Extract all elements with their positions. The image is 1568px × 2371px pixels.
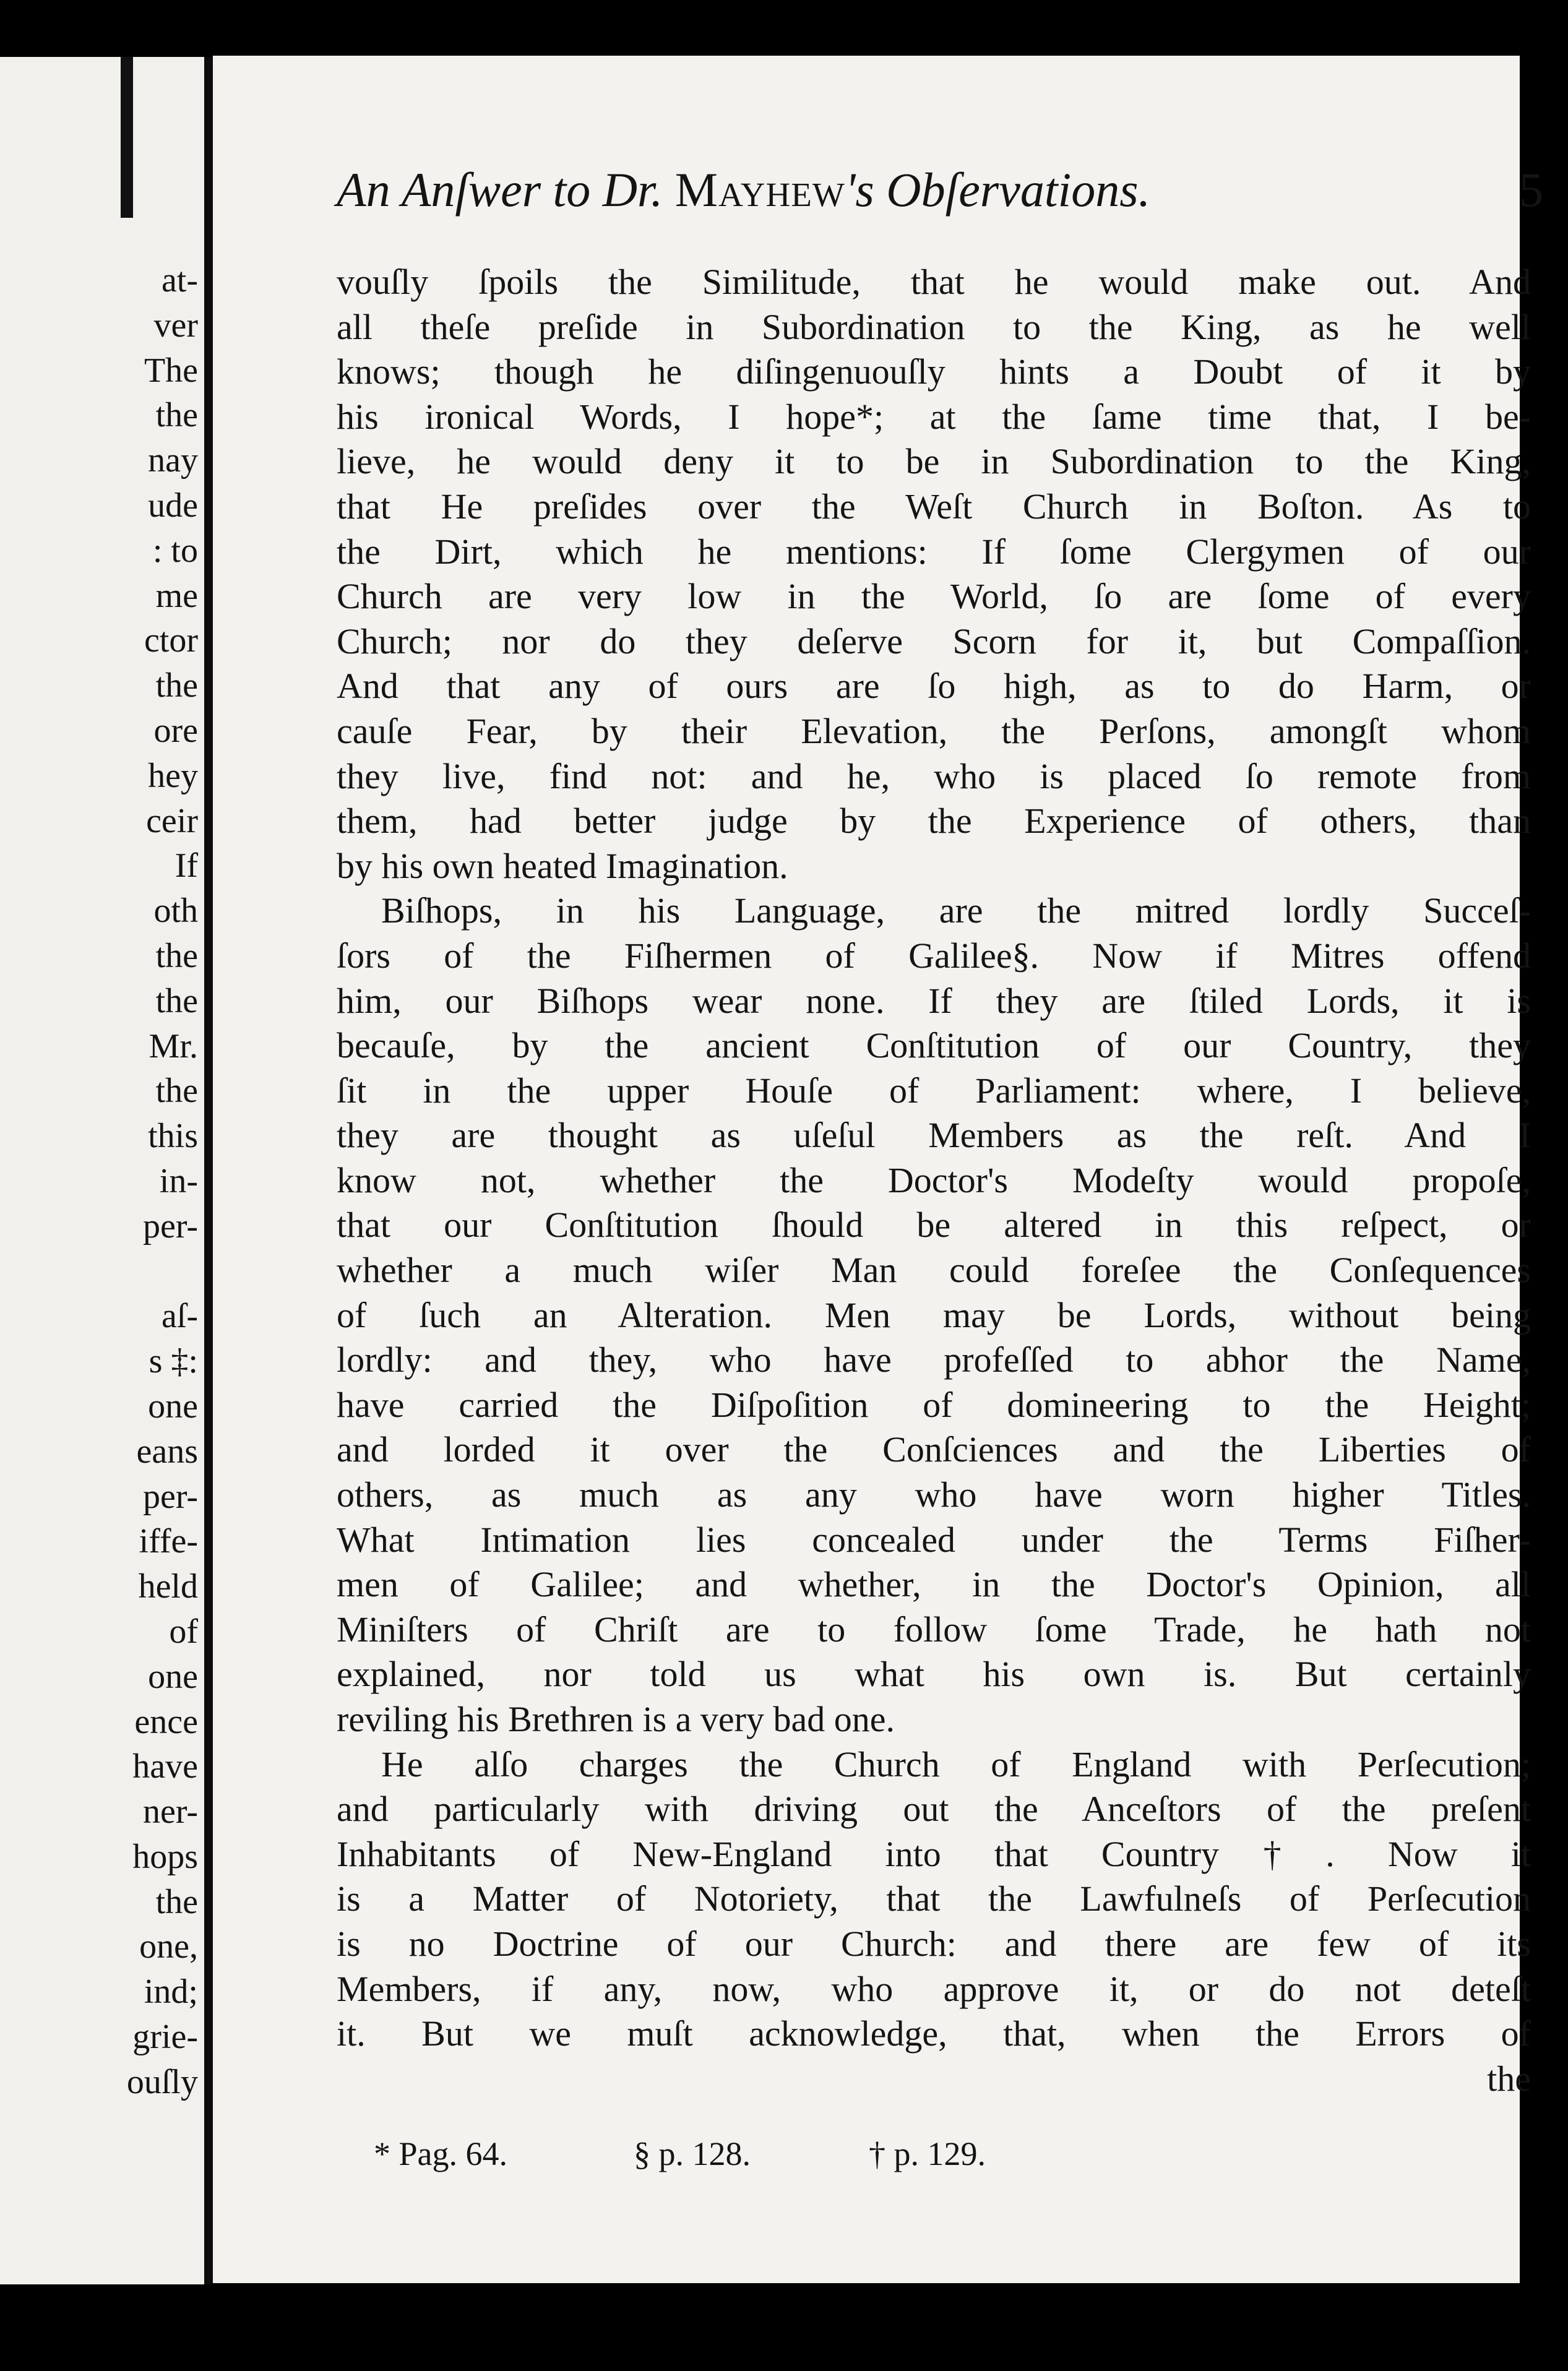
text-line: his ironical Words, I hope*; at the ſame time that, I be- [337, 396, 1531, 437]
left-fragment-line: held [138, 1567, 198, 1606]
text-line: cauſe Fear, by their Elevation, the Perſons, amongſt whom [337, 710, 1531, 751]
text-line: vouſly ſpoils the Similitude, that he would make out. And [337, 262, 1531, 302]
header-title-post: 's Obſervations. [845, 163, 1151, 217]
left-fragment-line: hops [132, 1837, 198, 1876]
right-page [213, 56, 1543, 2283]
text-line: them, had better judge by the Experience of others, than [337, 801, 1531, 841]
text-line: and lorded it over the Conſciences and the Liberties of [337, 1429, 1531, 1470]
text-line: becauſe, by the ancient Conſtitution of our Country, they [337, 1025, 1531, 1066]
text-line: men of Galilee; and whether, in the Doctor's Opinion, all [337, 1564, 1531, 1605]
running-header [337, 162, 1543, 230]
left-fragment-line: The [144, 351, 198, 390]
header-title-pre: An Anſwer to Dr. [337, 163, 675, 217]
left-fragment-line: the [155, 1072, 198, 1111]
left-fragment-line: iffe- [139, 1522, 198, 1561]
left-fragment-line: one [148, 1387, 198, 1426]
left-fragment-line: the [155, 936, 198, 975]
text-line: the Dirt, which he mentions: If ſome Clergymen of our [337, 531, 1531, 572]
text-line: the [1487, 2058, 1531, 2099]
left-fragment-line: of [169, 1612, 198, 1651]
left-fragment-line: one [148, 1657, 198, 1696]
left-fragment-line: grie- [132, 2018, 198, 2057]
left-fragment-line: per- [142, 1207, 198, 1246]
text-line: What Intimation lies concealed under the Terms Fiſher- [337, 1519, 1531, 1560]
text-line: all theſe preſide in Subordination to the King, as he well [337, 306, 1531, 347]
text-line: is no Doctrine of our Church: and there are few of its [337, 1923, 1531, 1964]
left-fragment-line: have [132, 1747, 198, 1786]
text-line: of ſuch an Alteration. Men may be Lords, without being [337, 1294, 1531, 1335]
text-line: knows; though he diſingenuouſly hints a Doubt of it by [337, 351, 1531, 392]
text-line: lordly: and they, who have profeſſed to abhor the Name, [337, 1340, 1531, 1380]
text-line: ſit in the upper Houſe of Parliament: where, I believe, [337, 1070, 1531, 1111]
left-page-text-column [56, 258, 198, 2105]
text-line: others, as much as any who have worn higher Titles. [337, 1474, 1531, 1515]
left-fragment-line: the [155, 1882, 198, 1921]
footnote-1: * Pag. 64. [374, 2135, 507, 2172]
text-line: whether a much wiſer Man could foreſee the Conſequences [337, 1250, 1531, 1291]
left-page-fragment [0, 57, 204, 2284]
text-line: by his own heated Imagination. [337, 845, 788, 886]
left-fragment-line: ude [148, 486, 198, 525]
text-line: He alſo charges the Church of England with Perſecution; [381, 1744, 1531, 1784]
text-line: that He preſides over the Weſt Church in Boſton. As to [337, 486, 1531, 527]
text-line: Church; nor do they deſerve Scorn for it, but Compaſſion. [337, 621, 1531, 661]
body-text [337, 260, 1531, 2101]
left-fragment-line: ore [153, 711, 198, 750]
left-fragment-line: aſ- [161, 1297, 198, 1336]
text-line: reviling his Brethren is a very bad one. [337, 1699, 895, 1739]
footnote-3: † p. 129. [869, 2135, 986, 2172]
left-fragment-line: in- [159, 1161, 198, 1200]
left-fragment-line: ouſly [126, 2062, 198, 2101]
left-fragment-line [56, 1249, 198, 1294]
left-fragment-line: oth [153, 892, 198, 931]
text-line: ſors of the Fiſhermen of Galilee§. Now if Mitres offend [337, 935, 1531, 976]
footnote-2: § p. 128. [634, 2135, 751, 2172]
left-fragment-line: one, [139, 1927, 198, 1966]
text-line: they live, find not: and he, who is placed ſo remote from [337, 755, 1531, 796]
left-fragment-line: the [155, 666, 198, 705]
text-line: him, our Biſhops wear none. If they are ſtiled Lords, it is [337, 980, 1531, 1021]
footnotes [374, 2135, 1240, 2184]
left-fragment-line: ceir [146, 801, 198, 840]
left-fragment-line: ctor [144, 621, 198, 660]
header-title-name: Mayhew [674, 163, 845, 217]
left-fragment-line: eans [136, 1432, 198, 1471]
binding-strip [121, 57, 133, 218]
text-line: it. But we muſt acknowledge, that, when the Errors of [337, 2013, 1531, 2054]
left-fragment-line: s ‡: [149, 1342, 198, 1381]
left-fragment-line: Mr. [149, 1026, 198, 1065]
text-line: Biſhops, in his Language, are the mitred lordly Succeſ- [381, 890, 1531, 931]
text-line: And that any of ours are ſo high, as to do Harm, or [337, 666, 1531, 707]
text-line: Church are very low in the World, ſo are ſome of every [337, 576, 1531, 617]
left-fragment-line: hey [148, 756, 198, 795]
left-fragment-line: this [148, 1117, 198, 1156]
text-line: Miniſters of Chriſt are to follow ſome Trade, he hath not [337, 1609, 1531, 1650]
left-fragment-line: ver [153, 306, 198, 345]
text-line: and particularly with driving out the Anceſtors of the preſent [337, 1789, 1531, 1830]
left-fragment-line: ence [134, 1702, 198, 1741]
left-fragment-line: If [174, 846, 198, 885]
text-line: explained, nor told us what his own is. But certainly [337, 1654, 1531, 1695]
left-fragment-line: ind; [144, 1973, 198, 2012]
left-fragment-line: the [155, 396, 198, 435]
text-line: that our Conſtitution ſhould be altered in this reſpect, or [337, 1205, 1531, 1246]
text-line: have carried the Diſpoſition of domineering to the Height; [337, 1384, 1531, 1425]
left-fragment-line: at- [161, 261, 198, 299]
left-fragment-line: me [155, 576, 198, 615]
text-line: Members, if any, now, who approve it, or do not deteſt [337, 1968, 1531, 2009]
text-line: they are thought as uſeſul Members as the reſt. And I [337, 1115, 1531, 1156]
left-fragment-line: nay [148, 441, 198, 480]
text-line: know not, whether the Doctor's Modeſty would propoſe, [337, 1160, 1531, 1200]
left-fragment-line: : to [152, 531, 198, 570]
text-line: Inhabitants of New-England into that Country†. Now it [337, 1833, 1531, 1874]
left-fragment-line: the [155, 981, 198, 1020]
page-gutter [204, 57, 213, 2284]
left-fragment-line: ner- [142, 1792, 198, 1831]
page-number: 5 [1519, 163, 1543, 217]
text-line: is a Matter of Notoriety, that the Lawfulneſs of Perſecution [337, 1878, 1531, 1919]
text-line: lieve, he would deny it to be in Subordination to the King, [337, 441, 1531, 482]
left-fragment-line: per- [142, 1477, 198, 1516]
